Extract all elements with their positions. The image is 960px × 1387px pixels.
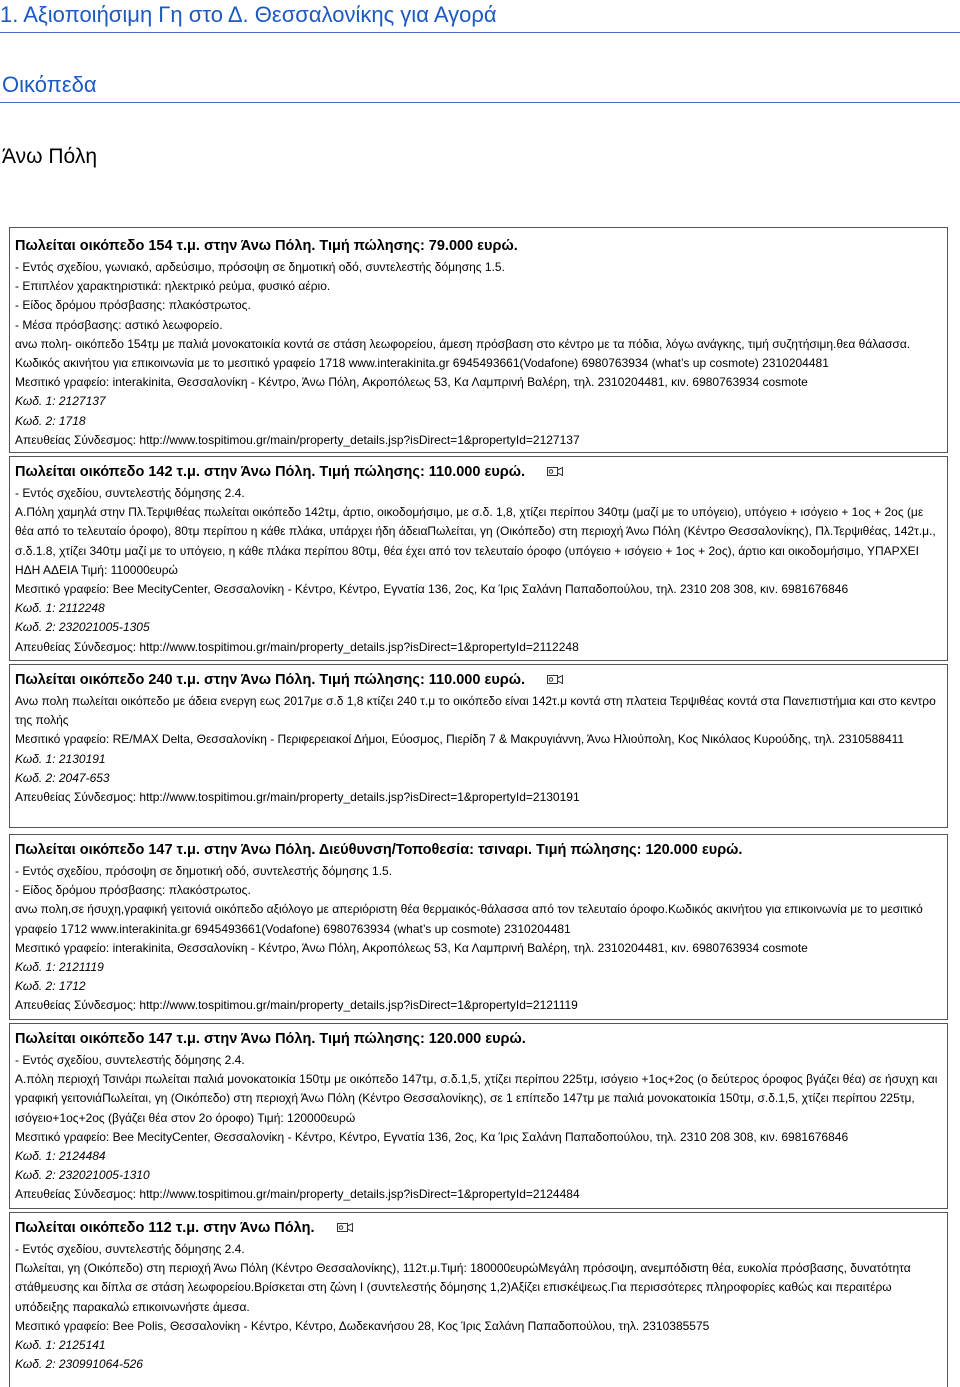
video-camera-icon bbox=[547, 466, 563, 477]
listing-description: Πωλείται, γη (Οικόπεδο) στη περιοχή Άνω Πόλη (Κέντρο Θεσσαλονίκης), 112τ.μ.Τιμή: 180000ευρώΜεγάλη πρόσοψη, ανεμπόδιστη θέα, ευκολία πρόσβασης, δυνατότητα στάθμευσης και δίπλα σε στάση λεωφορείου.Βρίσκεται στη ζώνη Ι (συντελεστής δόμησης 1,2)Αξίζει επισκέψεως.Για περισσότερες πληροφορίες καθώς και περαιτέρω υπόδειξης παρακαλώ επικοινωνήστε άμεσα. bbox=[15, 1261, 911, 1314]
listing-code-1: Κωδ. 1: 2121119 bbox=[15, 960, 104, 975]
listing-feature: - Επιπλέον χαρακτηριστικά: ηλεκτρικό ρεύμα, φυσικό αέριο. bbox=[15, 279, 331, 294]
listing-code-1: Κωδ. 1: 2127137 bbox=[15, 394, 106, 409]
listing-feature: - Είδος δρόμου πρόσβασης: πλακόστρωτος. bbox=[15, 883, 251, 898]
listing-title: Πωλείται οικόπεδο 147 τ.μ. στην Άνω Πόλη. Διεύθυνση/Τοποθεσία: τσιναρι. Τιμή πώλησης: 120.000 ευρώ. bbox=[15, 842, 743, 858]
listing-code-2: Κωδ. 2: 232021005-1305 bbox=[15, 620, 150, 635]
heading-1-divider bbox=[0, 32, 960, 33]
listing-feature: - Εντός σχεδίου, γωνιακό, αρδεύσιμο, πρόσοψη σε δημοτική οδό, συντελεστής δόμησης 1.5. bbox=[15, 260, 505, 274]
listing-link[interactable]: Απευθείας Σύνδεσμος: http://www.tospitimou.gr/main/property_details.jsp?isDirect=1&propertyId=2112248 bbox=[15, 639, 579, 654]
listing-title: Πωλείται οικόπεδο 154 τ.μ. στην Άνω Πόλη. Τιμή πώλησης: 79.000 ευρώ. bbox=[15, 238, 518, 254]
listing-description: ανω πολη- οικόπεδο 154τμ με παλιά μονοκατοικία κοντά σε στάση λεωφορείου, άμεση πρόσβαση στο κέντρο με τα πόδια, λόγω ανάγκης, τιμή συζητήσιμη.θεα θάλασσα. Κωδικός ακινήτου για επικοινωνία με το μεσιτικό γραφείο 1718 www.interakinita.gr 6945493661(Vodafone) 6980763934 (what’s up cosmote) 2310204481 bbox=[15, 336, 911, 371]
listing-link[interactable]: Απευθείας Σύνδεσμος: http://www.tospitimou.gr/main/property_details.jsp?isDirect=1&propertyId=2130191 bbox=[15, 790, 580, 805]
listing-card bbox=[9, 227, 948, 453]
listing-code-2: Κωδ. 2: 232021005-1310 bbox=[15, 1168, 150, 1183]
listing-code-1: Κωδ. 1: 2125141 bbox=[15, 1338, 106, 1353]
listing-office: Μεσιτικό γραφείο: Bee MecityCenter, Θεσσαλονίκη - Κέντρο, Κέντρο, Εγνατία 136, 2ος, Κα Ίρις Σαλάνη Παπαδοπούλου, τηλ. 2310 208 308, κιν. 6981676846 bbox=[15, 582, 849, 597]
listing-feature: - Εντός σχεδίου, πρόσοψη σε δημοτική οδό, συντελεστής δόμησης 1.5. bbox=[15, 864, 393, 878]
page-heading-2: Οικόπεδα bbox=[2, 72, 97, 97]
listing-code-1: Κωδ. 1: 2130191 bbox=[15, 751, 106, 766]
listing-card bbox=[9, 834, 948, 1020]
listing-feature: - Μέσα πρόσβασης: αστικό λεωφορείο. bbox=[15, 317, 223, 332]
listing-office: Μεσιτικό γραφείο: interakinita, Θεσσαλονίκη - Κέντρο, Άνω Πόλη, Ακροπόλεως 53, Κα Λαμπρινή Βαλέρη, τηλ. 2310204481, κιν. 6980763934 cosmote bbox=[15, 940, 808, 955]
listing-description: Α.πόλη περιοχή Τσινάρι πωλείται παλιά μονοκατοικία 150τμ με οικόπεδο 147τμ, σ.δ.1,5, χτίζει περίπου 225τμ, ισόγειο +1ος+2ος (ο δεύτερος όροφος βγάζει θέα) σε ήσυχη και γραφική γειτονιάΠωλείται, γη (Οικόπεδο) στη περιοχή Άνω Πόλη (Κέντρο Θεσσαλονίκης), σε 1 επίπεδο 147τμ με παλιά μονοκατοικία 150τμ, σ.δ.1,5, χτίζει περίπου 225τμ, ισόγειο+1ος+2ος (βγάζει θέα στον 2ο όροφο) Τιμή: 120000ευρώ bbox=[15, 1072, 938, 1125]
listing-code-1: Κωδ. 1: 2124484 bbox=[15, 1149, 106, 1164]
listing-code-2: Κωδ. 2: 1718 bbox=[15, 413, 86, 428]
listing-code-2: Κωδ. 2: 2047-653 bbox=[15, 770, 110, 785]
listing-code-1: Κωδ. 1: 2112248 bbox=[15, 601, 105, 616]
listing-card bbox=[9, 1023, 948, 1209]
listing-feature: - Εντός σχεδίου, συντελεστής δόμησης 2.4. bbox=[15, 1242, 245, 1256]
listing-card bbox=[9, 1212, 948, 1387]
listing-title: Πωλείται οικόπεδο 142 τ.μ. στην Άνω Πόλη. Τιμή πώλησης: 110.000 ευρώ. bbox=[15, 464, 526, 480]
listing-link[interactable]: Απευθείας Σύνδεσμος: http://www.tospitimou.gr/main/property_details.jsp?isDirect=1&propertyId=2121119 bbox=[15, 998, 578, 1013]
listing-feature: - Εντός σχεδίου, συντελεστής δόμησης 2.4. bbox=[15, 486, 245, 500]
listing-description: Α.Πόλη χαμηλά στην Πλ.Τερψιθέας πωλείται οικόπεδο 142τμ, άρτιο, οικοδομήσιμο, με σ.δ. 1,8, χτίζει περίπου 340τμ (μαζί με το υπόγειο), υπόγειο + ισόγειο + 1ος + 2ος (με θέα από το τελευταίο όροφο), 80τμ περίπου η κάθε πλάκα, υπάρχει ήδη άδειαΠωλείται, γη (Οικόπεδο) στη περιοχή Άνω Πόλη (Κέντρο Θεσσαλονίκης), Πλ.Τερψιθέας, 142τ.μ., σ.δ.1.8, χτίζει 340τμ μαζί με το υπόγειο, η κάθε πλάκα περίπου 80τμ, θέα έχει από τον τελευταίο όροφο (υπόγειο + ισόγειο + 1ος + 2ος), άρτιο και οικοδομήσιμο, ΥΠΑΡΧΕΙ ΗΔΗ ΑΔΕΙΑ Τιμή: 110000ευρώ bbox=[15, 505, 936, 577]
page-heading-1: 1. Αξιοποιήσιμη Γη στο Δ. Θεσσαλονίκης για Αγορά bbox=[0, 2, 497, 27]
listing-code-2: Κωδ. 2: 230991064-526 bbox=[15, 1357, 143, 1372]
listing-card bbox=[9, 456, 948, 661]
video-camera-icon bbox=[337, 1222, 353, 1233]
video-camera-icon bbox=[547, 674, 563, 685]
listing-feature: - Είδος δρόμου πρόσβασης: πλακόστρωτος. bbox=[15, 298, 251, 313]
listing-code-2: Κωδ. 2: 1712 bbox=[15, 979, 86, 994]
listing-card bbox=[9, 664, 948, 828]
listing-title: Πωλείται οικόπεδο 240 τ.μ. στην Άνω Πόλη. Τιμή πώλησης: 110.000 ευρώ. bbox=[15, 672, 526, 688]
page-heading-3: Άνω Πόλη bbox=[2, 145, 97, 168]
listing-office: Μεσιτικό γραφείο: RE/MAX Delta, Θεσσαλονίκη - Περιφερειακοί Δήμοι, Εύοσμος, Πιερίδη 7 & Μακρυγιάννη, Άνω Ηλιούπολη, Κος Νικόλαος Κυρούδης, τηλ. 2310588411 bbox=[15, 732, 905, 747]
listing-office: Μεσιτικό γραφείο: interakinita, Θεσσαλονίκη - Κέντρο, Άνω Πόλη, Ακροπόλεως 53, Κα Λαμπρινή Βαλέρη, τηλ. 2310204481, κιν. 6980763934 cosmote bbox=[15, 375, 808, 390]
listing-office: Μεσιτικό γραφείο: Bee MecityCenter, Θεσσαλονίκη - Κέντρο, Κέντρο, Εγνατία 136, 2ος, Κα Ίρις Σαλάνη Παπαδοπούλου, τηλ. 2310 208 308, κιν. 6981676846 bbox=[15, 1129, 849, 1144]
listing-link[interactable]: Απευθείας Σύνδεσμος: http://www.tospitimou.gr/main/property_details.jsp?isDirect=1&propertyId=2127137 bbox=[15, 432, 580, 447]
listing-description: ανω πολη,σε ήσυχη,γραφική γειτονιά οικόπεδο αξιόλογο με απεριόριστη θέα θερμαικός-θάλασσα από τον τελευταίο όροφο.Κωδικός ακινήτου για επικοινωνία με το μεσιτικό γραφείο 1712 www.interakinita.gr 6945493661(Vodafone) 6980763934 (what’s up cosmote) 2310204481 bbox=[15, 902, 923, 936]
heading-2-divider bbox=[0, 102, 960, 103]
listing-description: Ανω πολη πωλείται οικόπεδο με άδεια ενεργη εως 2017με σ.δ 1,8 κτίζει 240 τ.μ το οικόπεδο είναι 142τ.μ κοντά στη πλατεια Τερψιθέας κοντά στα Πανεπιστήμια και στο κεντρο της πολής bbox=[15, 694, 936, 728]
listing-title: Πωλείται οικόπεδο 147 τ.μ. στην Άνω Πόλη. Τιμή πώλησης: 120.000 ευρώ. bbox=[15, 1031, 526, 1047]
listing-office: Μεσιτικό γραφείο: Bee Polis, Θεσσαλονίκη - Κέντρο, Κέντρο, Δωδεκανήσου 28, Κος Ίρις Σαλάνη Παπαδοπούλου, τηλ. 2310385575 bbox=[15, 1318, 710, 1333]
listing-link[interactable]: Απευθείας Σύνδεσμος: http://www.tospitimou.gr/main/property_details.jsp?isDirect=1&propertyId=2124484 bbox=[15, 1187, 580, 1202]
listing-title: Πωλείται οικόπεδο 112 τ.μ. στην Άνω Πόλη. bbox=[15, 1220, 315, 1236]
listing-feature: - Εντός σχεδίου, συντελεστής δόμησης 2.4. bbox=[15, 1053, 245, 1067]
